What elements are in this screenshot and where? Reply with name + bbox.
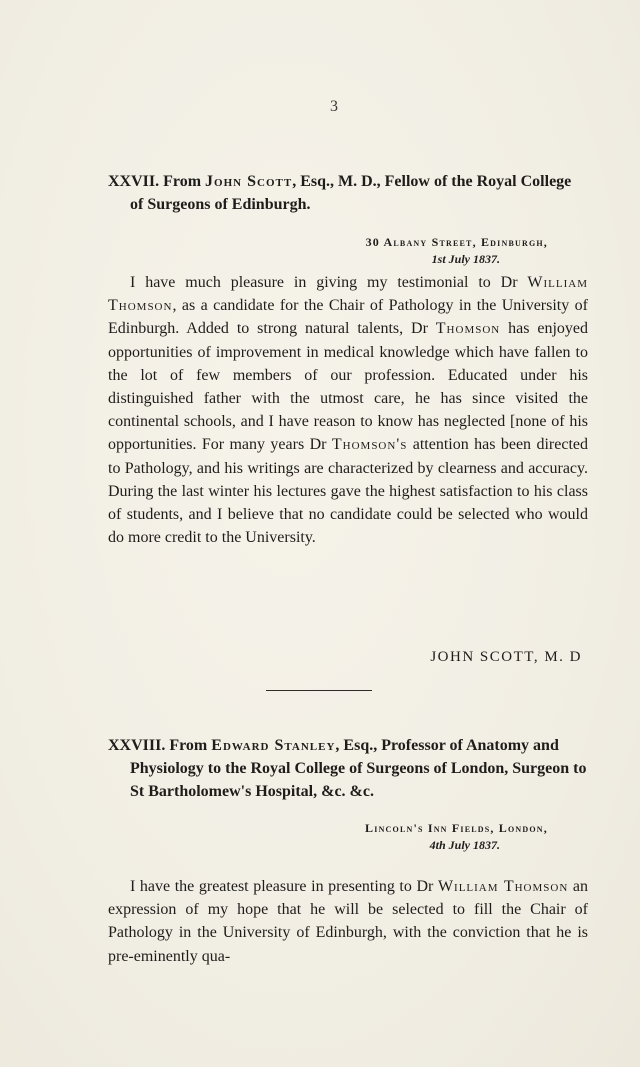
page-number: 3 <box>330 98 338 115</box>
letter-xxvii-signature-block <box>108 649 588 666</box>
letter-xxviii-body <box>108 875 588 968</box>
section-divider <box>266 690 372 691</box>
letter-xxvii-body-1: I have much pleasure in giving my testimonial to Dr <box>130 274 528 291</box>
letter-xxvii-heading-prefix: From <box>163 173 202 190</box>
letter-xxviii-heading-prefix: From <box>169 737 208 754</box>
letter-xxviii-heading-rest: , Esq., Professor of Anatomy and Physiology to the Royal College of Surgeons of London, Surgeon to St Bartholomew's Hospital, &c. &c. <box>130 737 587 800</box>
letter-xxvii-address: 30 Albany Street, Edinburgh, <box>365 235 548 249</box>
letter-xxvii-body-2: , as a candidate for the Chair of Pathology in the University of Edinburgh. Added to strong natural talents, Dr <box>108 297 588 338</box>
letter-xxvii-name-3: Thomson's <box>331 436 408 454</box>
letter-xxviii-author: Edward Stanley <box>211 737 336 754</box>
letter-xxviii-body-1: I have the greatest pleasure in presenting to Dr <box>130 878 438 895</box>
letter-xxvii-author: John Scott <box>205 173 293 190</box>
letter-xxviii-number: XXVIII. <box>108 737 166 754</box>
letter-xxviii-name-1: William Thomson <box>437 878 569 895</box>
letter-xxvii-dateline <box>108 234 588 268</box>
letter-xxvii-signature: JOHN SCOTT, M. D <box>430 649 582 665</box>
letter-xxvii-name-2: Thomson <box>435 320 501 338</box>
letter-xxvii-number: XXVII. <box>108 173 160 190</box>
letter-xxvii-paragraph <box>108 271 588 549</box>
letter-xxvii-heading-rest: , Esq., M. D., Fellow of the Royal College of Surgeons of Edinburgh. <box>130 173 572 213</box>
letter-xxviii-paragraph <box>108 875 588 968</box>
letter-xxvii-body-4: attention has been directed to Pathology, and his writings are characterized by clearness and accuracy. During the last winter his lectures gave the highest satisfaction to his class of students, and I believe that no candidate could be selected who would do more credit to the University. <box>108 436 588 547</box>
letter-xxvii-heading <box>108 170 588 216</box>
letter-xxvii-body <box>108 271 588 549</box>
letter-xxviii-address: Lincoln's Inn Fields, London, <box>365 821 548 835</box>
letter-xxvii-body-3: has enjoyed opportunities of improvement in medical knowledge which have fallen to the lot of few members of our profession. Educated under his distinguished father with the utmost care, he has since visited the continental schools, and I have reason to know has neglected [none of his opportunities. For many years Dr <box>108 320 588 454</box>
letter-xxvii <box>108 170 588 216</box>
letter-xxviii-dateline <box>108 820 588 854</box>
letter-xxviii-date: 4th July 1837. <box>429 838 500 852</box>
letter-xxviii-heading <box>108 734 588 803</box>
letter-xxvii-date: 1st July 1837. <box>431 252 500 266</box>
letter-xxviii <box>108 734 588 803</box>
letter-xxvii-name-1: William Thomson <box>108 274 588 315</box>
letter-xxviii-body-2: an expression of my hope that he will be selected to fill the Chair of Pathology in the University of Edinburgh, with the conviction that he is pre-eminently qua- <box>108 878 588 965</box>
